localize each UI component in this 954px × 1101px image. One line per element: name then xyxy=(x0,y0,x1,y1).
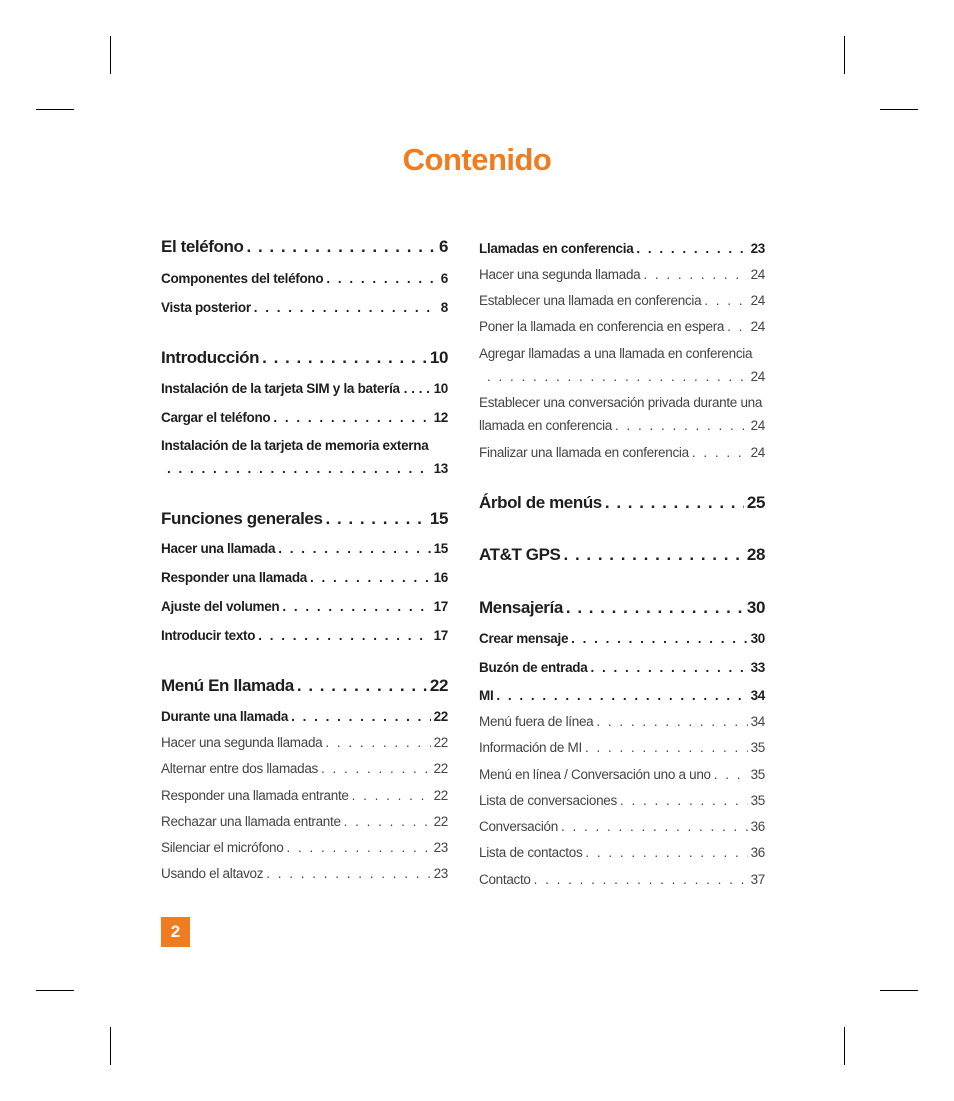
toc-entry[interactable] xyxy=(479,872,765,887)
toc-entry[interactable] xyxy=(479,631,765,646)
toc-entry-page: 17 xyxy=(433,628,448,643)
toc-entry-page: 35 xyxy=(750,793,765,808)
toc-entry-title: Alternar entre dos llamadas xyxy=(161,761,318,776)
toc-entry[interactable] xyxy=(479,740,765,755)
toc-entry-title: Hacer una segunda llamada xyxy=(479,267,641,282)
toc-entry-title: Mensajería xyxy=(479,598,563,617)
toc-entry-page: 22 xyxy=(433,814,448,829)
toc-entry-page: 17 xyxy=(433,599,448,614)
toc-entry-page: 23 xyxy=(433,840,448,855)
toc-entry-title[interactable]: Establecer una conversación privada durante una xyxy=(479,395,763,410)
toc-entry-page: 16 xyxy=(433,570,448,585)
toc-entry-page: 25 xyxy=(746,493,765,512)
toc-entry-page: 10 xyxy=(433,381,448,396)
toc-entry-title: Ajuste del volumen xyxy=(161,599,280,614)
toc-entry[interactable] xyxy=(487,369,765,384)
toc-entry[interactable] xyxy=(479,418,765,433)
toc-entry[interactable] xyxy=(479,767,765,782)
toc-entry-title: Finalizar una llamada en conferencia xyxy=(479,445,689,460)
toc-entry-title: Menú fuera de línea xyxy=(479,714,594,729)
toc-entry[interactable] xyxy=(479,493,765,513)
toc-entry[interactable] xyxy=(161,676,448,696)
toc-entry[interactable] xyxy=(161,866,448,881)
toc-entry[interactable] xyxy=(479,445,765,460)
toc-entry-page: 36 xyxy=(750,845,765,860)
toc-entry-page: 12 xyxy=(433,410,448,425)
toc-entry[interactable] xyxy=(161,237,448,257)
toc-entry-title: Introducir texto xyxy=(161,628,256,643)
toc-entry-title: Instalación de la tarjeta SIM y la batería xyxy=(161,381,400,396)
toc-entry[interactable] xyxy=(161,840,448,855)
toc-entry-title: AT&T GPS xyxy=(479,545,561,564)
toc-entry[interactable] xyxy=(161,348,448,368)
page-number-badge: 2 xyxy=(161,917,190,947)
toc-entry-page: 22 xyxy=(433,761,448,776)
toc-entry[interactable] xyxy=(161,761,448,776)
crop-mark-bottom-right-horizontal xyxy=(880,990,918,991)
toc-entry-title: Rechazar una llamada entrante xyxy=(161,814,341,829)
toc-entry-page: 24 xyxy=(750,445,765,460)
toc-entry[interactable] xyxy=(167,461,448,476)
toc-entry-page: 8 xyxy=(440,300,448,315)
toc-entry-title: Crear mensaje xyxy=(479,631,569,646)
toc-entry-page: 22 xyxy=(433,788,448,803)
toc-entry-page: 33 xyxy=(750,660,765,675)
toc-entry[interactable] xyxy=(479,819,765,834)
crop-mark-bottom-left-vertical xyxy=(110,1027,111,1065)
toc-entry-page: 30 xyxy=(750,631,765,646)
toc-entry[interactable] xyxy=(479,545,765,565)
toc-entry[interactable] xyxy=(161,271,448,286)
toc-entry-title: Lista de conversaciones xyxy=(479,793,617,808)
toc-entry[interactable] xyxy=(479,845,765,860)
toc-entry[interactable] xyxy=(161,541,448,556)
toc-entry[interactable] xyxy=(479,793,765,808)
toc-entry-title: Silenciar el micrófono xyxy=(161,840,284,855)
crop-mark-top-left-vertical xyxy=(110,36,111,74)
toc-entry-page: 37 xyxy=(750,872,765,887)
toc-entry-title: Árbol de menús xyxy=(479,493,602,512)
toc-entry-title: Conversación xyxy=(479,819,558,834)
toc-entry-page: 35 xyxy=(750,740,765,755)
toc-entry-page: 23 xyxy=(433,866,448,881)
toc-entry-title: El teléfono xyxy=(161,237,244,256)
page-title: Contenido xyxy=(402,142,552,177)
toc-entry-title: Buzón de entrada xyxy=(479,660,588,675)
toc-entry-page: 24 xyxy=(750,267,765,282)
toc-entry-title: Llamadas en conferencia xyxy=(479,241,634,256)
toc-entry-title[interactable]: Instalación de la tarjeta de memoria externa xyxy=(161,438,429,453)
toc-entry-title: Establecer una llamada en conferencia xyxy=(479,293,702,308)
toc-entry-page: 28 xyxy=(746,545,765,564)
toc-entry[interactable] xyxy=(161,410,448,425)
toc-entry-page: 23 xyxy=(750,241,765,256)
toc-entry-page: 30 xyxy=(746,598,765,617)
toc-entry-title: Durante una llamada xyxy=(161,709,289,724)
toc-entry-title: Cargar el teléfono xyxy=(161,410,271,425)
toc-entry-title: Responder una llamada xyxy=(161,570,307,585)
crop-mark-top-right-vertical xyxy=(844,36,845,74)
toc-entry-page: 6 xyxy=(440,271,448,286)
toc-entry[interactable] xyxy=(161,628,448,643)
toc-entry[interactable] xyxy=(161,814,448,829)
toc-entry[interactable] xyxy=(161,509,448,529)
toc-entry-page: 13 xyxy=(433,461,448,476)
toc-entry[interactable] xyxy=(479,714,765,729)
toc-entry[interactable] xyxy=(161,381,448,396)
toc-entry[interactable] xyxy=(161,709,448,724)
toc-entry-title: Menú En llamada xyxy=(161,676,294,695)
toc-entry[interactable] xyxy=(479,267,765,282)
toc-entry-title: MI xyxy=(479,688,494,703)
toc-entry-title: Lista de contactos xyxy=(479,845,583,860)
toc-entry[interactable] xyxy=(479,241,765,256)
crop-mark-bottom-left-horizontal xyxy=(36,990,74,991)
toc-entry-title: Introducción xyxy=(161,348,260,367)
toc-entry[interactable] xyxy=(161,570,448,585)
toc-entry-title: Hacer una llamada xyxy=(161,541,276,556)
toc-entry-page: 15 xyxy=(429,509,448,528)
toc-entry-title: Responder una llamada entrante xyxy=(161,788,349,803)
toc-entry[interactable] xyxy=(479,598,765,618)
toc-entry-title: Usando el altavoz xyxy=(161,866,264,881)
toc-entry-title: Información de MI xyxy=(479,740,582,755)
toc-entry-page: 22 xyxy=(433,709,448,724)
toc-entry-title: Hacer una segunda llamada xyxy=(161,735,323,750)
toc-entry-title: Vista posterior xyxy=(161,300,251,315)
toc-entry-page: 22 xyxy=(429,676,448,695)
toc-entry-page: 24 xyxy=(750,369,765,384)
crop-mark-bottom-right-vertical xyxy=(844,1027,845,1065)
toc-entry-title: Contacto xyxy=(479,872,531,887)
toc-entry-page: 15 xyxy=(433,541,448,556)
toc-entry[interactable] xyxy=(161,735,448,750)
crop-mark-top-left-horizontal xyxy=(36,109,74,110)
toc-entry-page: 24 xyxy=(750,293,765,308)
toc-entry[interactable] xyxy=(161,599,448,614)
toc-entry[interactable] xyxy=(161,300,448,315)
toc-entry[interactable] xyxy=(479,660,765,675)
toc-entry-page: 35 xyxy=(750,767,765,782)
toc-entry-page: 24 xyxy=(750,418,765,433)
toc-entry[interactable] xyxy=(161,788,448,803)
toc-entry-title: Componentes del teléfono xyxy=(161,271,324,286)
toc-entry-title: Poner la llamada en conferencia en espera xyxy=(479,319,725,334)
toc-entry-page: 10 xyxy=(429,348,448,367)
toc-entry-page: 36 xyxy=(750,819,765,834)
crop-mark-top-right-horizontal xyxy=(880,109,918,110)
toc-entry-title: llamada en conferencia xyxy=(479,418,612,433)
toc-entry-title: Funciones generales xyxy=(161,509,323,528)
toc-entry-page: 24 xyxy=(750,319,765,334)
toc-entry-page: 22 xyxy=(433,735,448,750)
toc-entry-page: 34 xyxy=(750,688,765,703)
toc-entry-page: 34 xyxy=(750,714,765,729)
toc-entry-title: Menú en línea / Conversación uno a uno xyxy=(479,767,711,782)
toc-entry-title[interactable]: Agregar llamadas a una llamada en conferencia xyxy=(479,346,753,361)
toc-entry[interactable] xyxy=(479,293,765,308)
toc-entry[interactable] xyxy=(479,688,765,703)
toc-entry-page: 6 xyxy=(438,237,448,256)
toc-entry[interactable] xyxy=(479,319,765,334)
